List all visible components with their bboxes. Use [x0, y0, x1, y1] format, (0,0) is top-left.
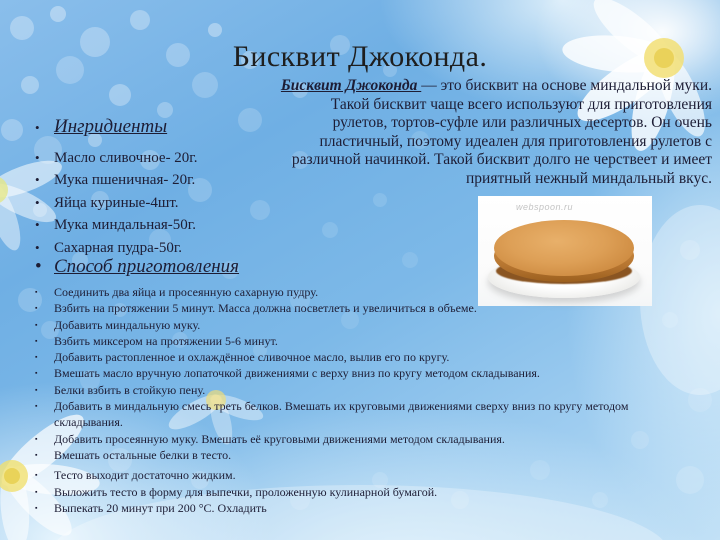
ingredient-item: [28, 192, 338, 214]
light-patch: [640, 205, 720, 395]
square-bullet-icon: ▪: [35, 369, 38, 378]
method-step-label: Выпекать 20 минут при 200 °C. Охладить: [54, 500, 267, 515]
ingredient-label: Яйца куриные-4шт.: [54, 194, 179, 211]
ingredient-label: Масло сливочное- 20г.: [54, 150, 198, 166]
method-step: [28, 382, 652, 398]
square-bullet-icon: ▪: [35, 288, 38, 296]
square-bullet-icon: ▪: [35, 353, 38, 362]
method-step-label: Вмешать остальные белки в тесто.: [54, 447, 232, 462]
method-step-label: Выложить тесто в форму для выпечки, проложенную кулинарной бумагой.: [54, 484, 438, 499]
round-bullet-icon: •: [35, 256, 42, 277]
method-step-label: Белки взбить в стойкую пену.: [54, 382, 206, 397]
method-step: [28, 431, 652, 447]
round-bullet-icon: •: [35, 150, 40, 165]
method-step: [28, 467, 652, 483]
method-step: [28, 365, 652, 381]
page-title: Бисквит Джоконда.: [232, 40, 488, 73]
ingredient-label: Сахарная пудра-50г.: [54, 239, 183, 256]
method-step-label: Вмешать масло вручную лопаточкой движениями с верху вниз по кругу методом складывания.: [54, 366, 540, 381]
method-step-label: Добавить просеянную муку. Вмешать её круговыми движениями методом складывания.: [54, 431, 505, 446]
method-step: [28, 398, 652, 431]
round-bullet-icon: •: [35, 217, 40, 233]
description-text: — это бисквит на основе миндальной муки. Такой бисквит чаще всего используют для приготовления рулетов, тортов-суфле или различных десертов. Он очень пластичный, поэтому идеален для приготовления рулетов с различной начинкой. Такой бисквит долго не черствеет и имеет приятный нежный миндальный вкус.: [291, 77, 712, 187]
method-step: [28, 484, 652, 500]
method-step-label: Добавить в миндальную смесь треть белков. Вмешать их круговыми движениями сверху вниз по кругу методом складывания.: [54, 399, 629, 430]
cake-photo: [478, 196, 652, 306]
method-step: [28, 500, 652, 516]
ingredients-section: [28, 116, 338, 259]
round-bullet-icon: •: [35, 120, 40, 135]
square-bullet-icon: ▪: [35, 471, 38, 480]
cake-top-shape: [494, 220, 634, 276]
method-step: [28, 333, 652, 349]
method-step-label: Взбить миксером на протяжении 5-6 минут.: [54, 333, 278, 348]
ingredient-item: [28, 214, 338, 236]
ingredient-item: [28, 169, 338, 191]
square-bullet-icon: ▪: [35, 503, 38, 512]
ingredient-label: Мука миндальная-50г.: [54, 217, 197, 234]
method-step-label: Добавить растопленное и охлаждённое сливочное масло, вылив его по кругу.: [54, 350, 450, 365]
method-step-label: Тесто выходит достаточно жидким.: [54, 468, 236, 483]
description-lead: Бисквит Джоконда: [280, 77, 422, 94]
round-bullet-icon: •: [35, 239, 40, 255]
square-bullet-icon: ▪: [35, 450, 38, 459]
method-heading-label: Способ приготовления: [54, 256, 240, 277]
square-bullet-icon: ▪: [35, 402, 38, 411]
method-step-label: Взбить на протяжении 5 минут. Масса должна посветлеть и увеличиться в объеме.: [54, 301, 477, 316]
method-step: [28, 447, 652, 463]
method-step-label: Добавить миндальную муку.: [54, 317, 201, 332]
round-bullet-icon: •: [35, 194, 40, 210]
ingredients-heading-label: Ингридиенты: [54, 116, 168, 137]
round-bullet-icon: •: [35, 172, 40, 188]
method-step: [28, 317, 652, 333]
square-bullet-icon: ▪: [35, 336, 38, 345]
watermark-text: webspoon.ru: [516, 202, 574, 212]
method-step: [28, 349, 652, 365]
description-paragraph: [278, 77, 712, 188]
ingredient-item: [28, 147, 338, 169]
method-step-label: Соединить два яйца и просеянную сахарную пудру.: [54, 285, 319, 299]
ingredient-label: Мука пшеничная- 20г.: [54, 172, 196, 189]
square-bullet-icon: ▪: [35, 385, 38, 394]
square-bullet-icon: ▪: [35, 487, 38, 496]
ingredients-heading: [28, 116, 338, 140]
square-bullet-icon: ▪: [35, 304, 38, 313]
square-bullet-icon: ▪: [35, 320, 38, 329]
square-bullet-icon: ▪: [35, 434, 38, 443]
